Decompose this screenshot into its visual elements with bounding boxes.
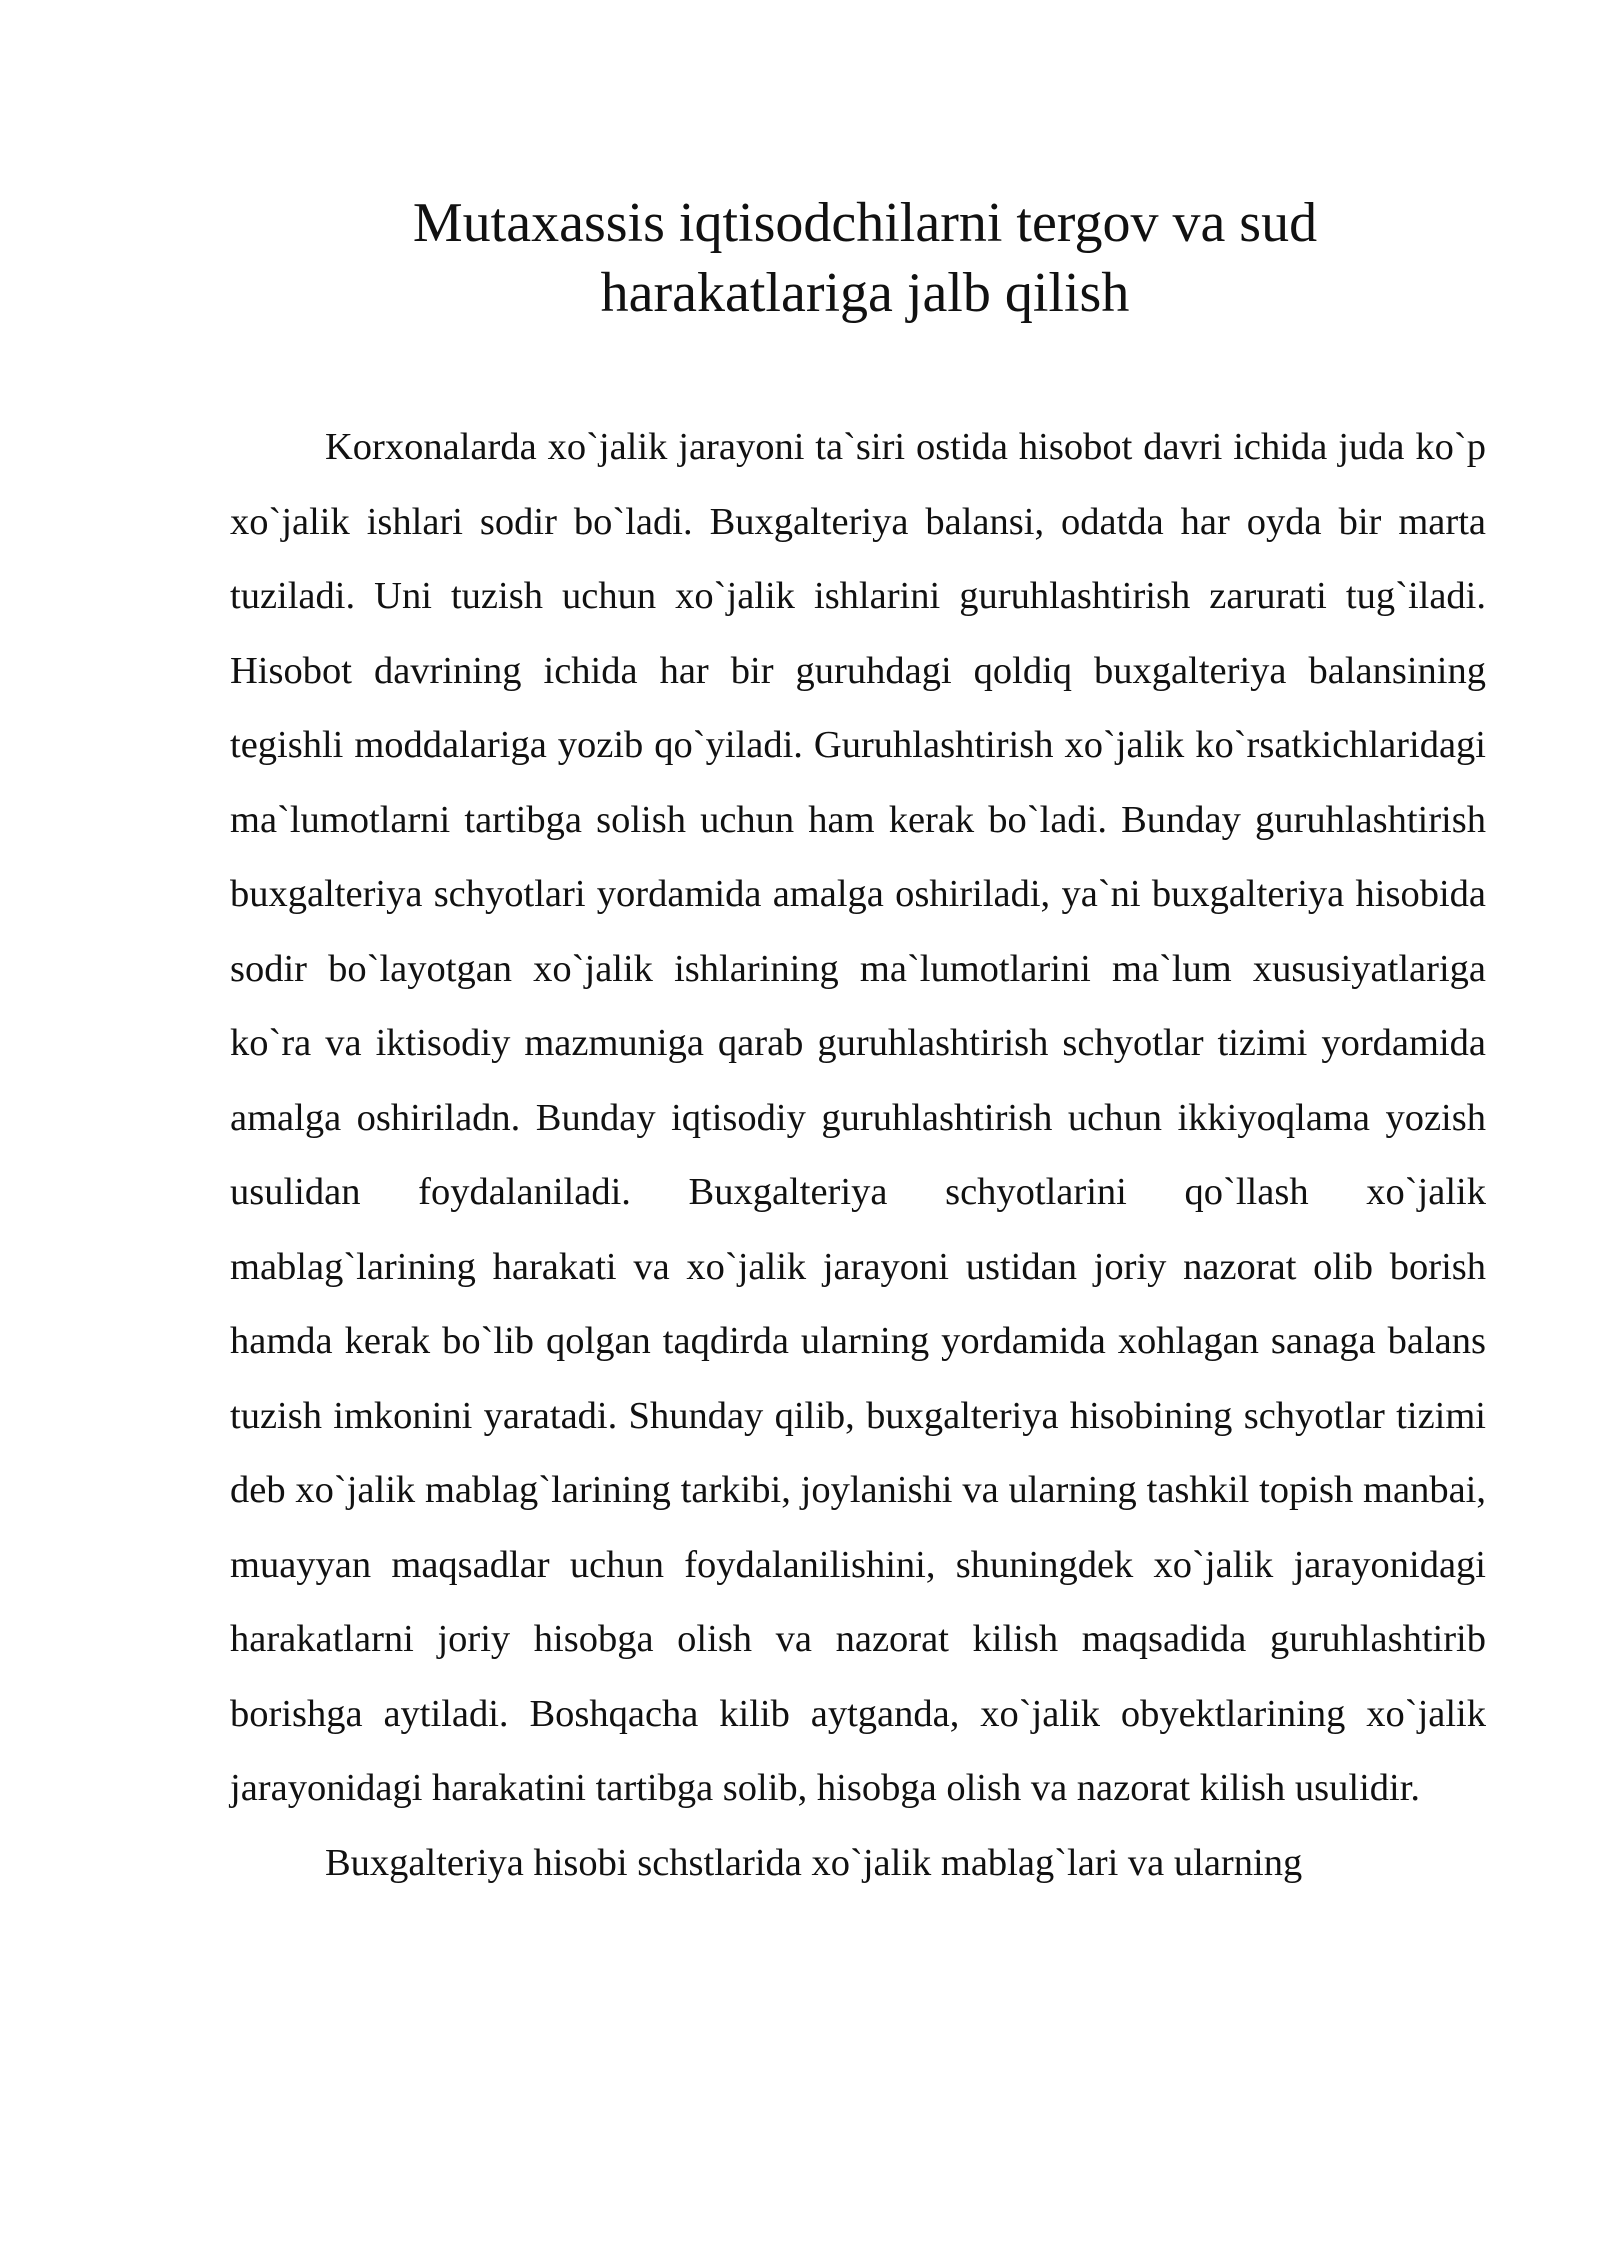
title-line-2: harakatlariga jalb qilish (600, 261, 1130, 324)
body-paragraph-2: Buxgalteriya hisobi schstlarida xo`jalik mablag`lari va ularning (325, 1841, 1303, 1884)
document-title (230, 188, 1500, 328)
body-paragraph-1: Korxonalarda xo`jalik jarayoni ta`siri ostida hisobot davri ichida juda ko`p xo`jalik ishlari sodir bo`ladi. Buxgalteriya balansi, odatda har oyda bir marta tuziladi. Uni tuzish uchun xo`jalik ishlarini guruhlashtirish zarurati tug`iladi. Hisobot davrining ichida har bir guruhdagi qoldiq buxgalteriya balansining tegishli moddalariga yozib qo`yiladi. Guruhlashtirish xo`jalik ko`rsatkichlaridagi ma`lumotlarni tartibga solish uchun ham kerak bo`ladi. Bunday guruhlashtirish buxgalteriya schyotlari yordamida amalga oshiriladi, ya`ni buxgalteriya hisobida sodir bo`layotgan xo`jalik ishlarining ma`lumotlarini ma`lum xususiyatlariga ko`ra va iktisodiy mazmuniga qarab guruhlashtirish schyotlar tizimi yordamida amalga oshiriladn. Bunday iqtisodiy guruhlashtirish uchun ikkiyoqlama yozish usulidan foydalaniladi. Buxgalteriya schyotlarini qo`llash xo`jalik mablag`larining harakati va xo`jalik jarayoni ustidan joriy nazorat olib borish hamda kerak bo`lib qolgan taqdirda ularning yordamida xohlagan sanaga balans tuzish imkonini yaratadi. Shunday qilib, buxgalteriya hisobining schyotlar tizimi deb xo`jalik mablag`larining tarkibi, joylanishi va ularning tashkil topish manbai, muayyan maqsadlar uchun foydalanilishini, shuningdek xo`jalik jarayonidagi harakatlarni joriy hisobga olish va nazorat kilish maqsadida guruhlashtirib borishga aytiladi. Boshqacha kilib aytganda, xo`jalik obyektlarining xo`jalik jarayonidagi harakatini tartibga solib, hisobga olish va nazorat kilish usulidir. (230, 426, 1486, 1809)
document-body (230, 410, 1486, 1900)
title-line-1: Mutaxassis iqtisodchilarni tergov va sud (412, 191, 1318, 254)
